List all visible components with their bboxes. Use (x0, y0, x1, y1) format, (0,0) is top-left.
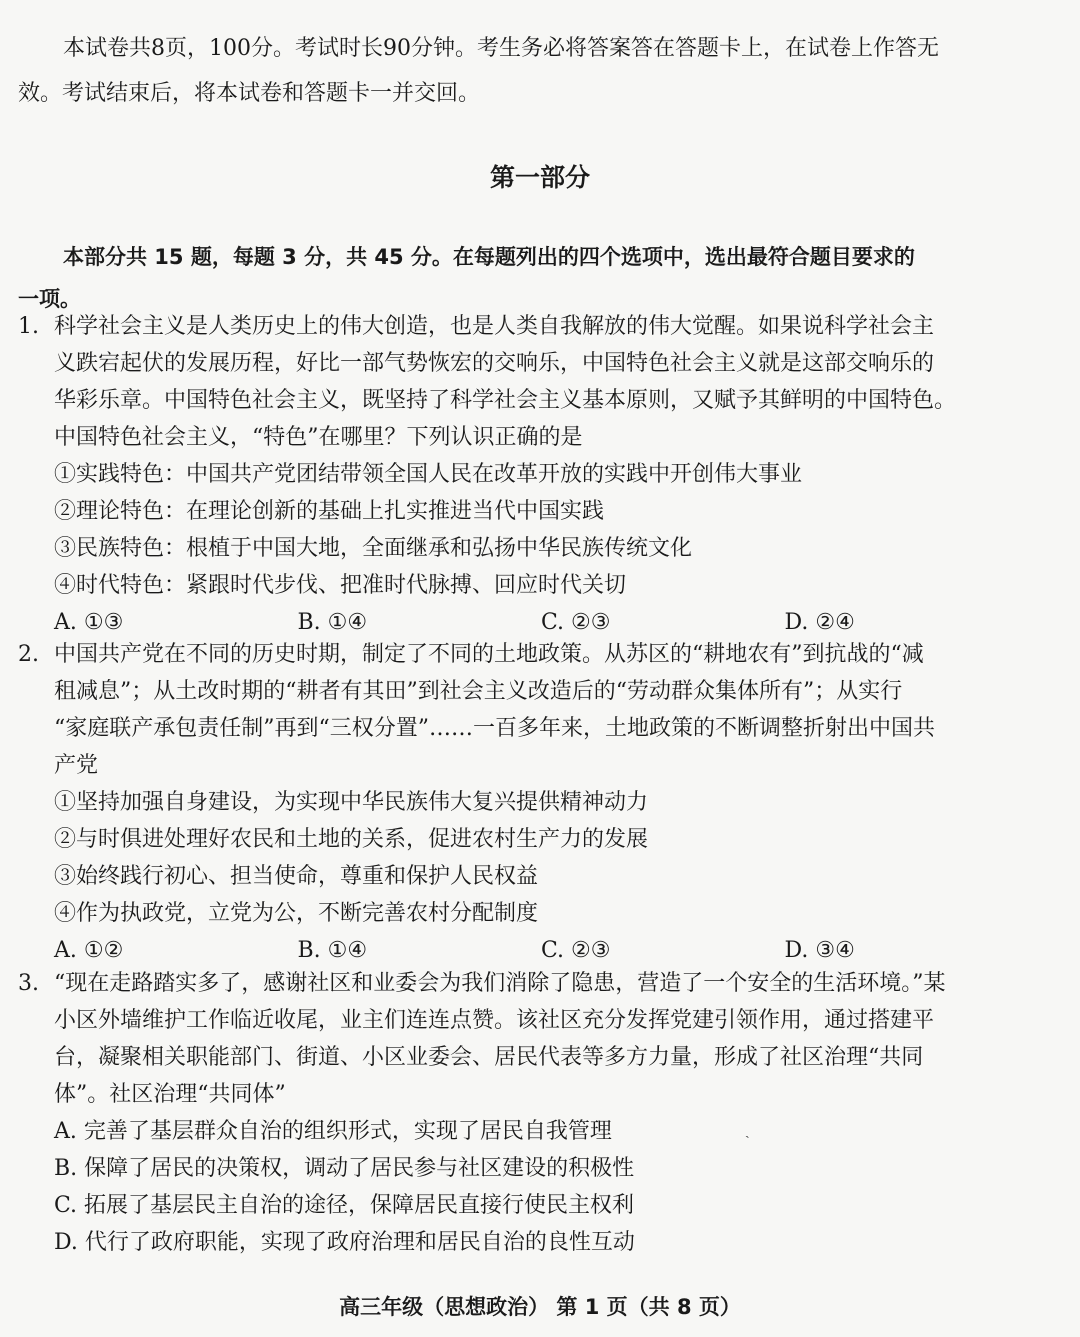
part-description-line-2: 一项。 (18, 287, 81, 311)
statement-4: ④作为执政党，立党为公，不断完善农村分配制度 (54, 901, 539, 926)
instructions-line-2: 效。考试结束后，将本试卷和答题卡一并交回。 (18, 81, 481, 106)
option-a: A. ①② (54, 938, 124, 963)
statement-1: ①坚持加强自身建设，为实现中华民族伟大复兴提供精神动力 (54, 790, 649, 815)
question-number: 3. (18, 971, 39, 996)
option-b: B. 保障了居民的决策权，调动了居民参与社区建设的积极性 (54, 1156, 635, 1181)
option-c: C. ②③ (541, 938, 611, 963)
question-3 (18, 965, 1028, 1261)
option-d: D. 代行了政府职能，实现了政府治理和居民自治的良性互动 (54, 1230, 635, 1255)
option-a: A. ①③ (54, 610, 124, 635)
statement-2: ②理论特色：在理论创新的基础上扎实推进当代中国实践 (54, 499, 605, 524)
question-stem (18, 636, 1028, 784)
stem-line: 小区外墙维护工作临近收尾，业主们连连点赞。该社区充分发挥党建引领作用，通过搭建平 (54, 1008, 935, 1033)
exam-instructions (18, 26, 1018, 116)
option-b: B. ①④ (297, 938, 368, 963)
stem-line: 体”。社区治理“共同体” (54, 1082, 286, 1107)
part-description-line-1: 本部分共 15 题，每题 3 分，共 45 分。在每题列出的四个选项中，选出最符合题目要求的 (63, 245, 915, 269)
statement-3: ③始终践行初心、担当使命，尊重和保护人民权益 (54, 864, 539, 889)
option-d: D. ②④ (784, 610, 855, 635)
stem-line: 中国共产党在不同的历史时期，制定了不同的土地政策。从苏区的“耕地农有”到抗战的“减 (54, 642, 924, 667)
part-title: 第一部分 (489, 163, 590, 192)
answer-options (18, 932, 1028, 969)
stem-line: “家庭联产承包责任制”再到“三权分置”……一百多年来，土地政策的不断调整折射出中国共 (54, 716, 935, 741)
question-1 (18, 308, 1028, 641)
stem-line: 产党 (54, 753, 99, 778)
statement-2: ②与时俱进处理好农民和土地的关系，促进农村生产力的发展 (54, 827, 649, 852)
option-a: A. 完善了基层群众自治的组织形式，实现了居民自我管理 (54, 1119, 612, 1144)
question-stem (18, 308, 1028, 456)
stem-line: 科学社会主义是人类历史上的伟大创造，也是人类自我解放的伟大觉醒。如果说科学社会主 (54, 314, 935, 339)
pen-mark-icon: ˎ (745, 1123, 750, 1139)
stem-line: 中国特色社会主义，“特色”在哪里？下列认识正确的是 (54, 425, 583, 450)
option-b: B. ①④ (297, 610, 368, 635)
page-footer: 高三年级（思想政治） 第 1 页（共 8 页） (339, 1295, 741, 1319)
statement-3: ③民族特色：根植于中国大地，全面继承和弘扬中华民族传统文化 (54, 536, 693, 561)
statement-1: ①实践特色：中国共产党团结带领全国人民在改革开放的实践中开创伟大事业 (54, 462, 803, 487)
stem-line: 租减息”；从土改时期的“耕者有其田”到社会主义改造后的“劳动群众集体所有”；从实行 (54, 679, 903, 704)
question-number: 1. (18, 314, 39, 339)
question-number: 2. (18, 642, 39, 667)
statement-4: ④时代特色：紧跟时代步伐、把准时代脉搏、回应时代关切 (54, 573, 627, 598)
stem-line: 华彩乐章。中国特色社会主义，既坚持了科学社会主义基本原则，又赋予其鲜明的中国特色。 (54, 388, 957, 413)
option-c: C. 拓展了基层民主自治的途径，保障居民直接行使民主权利 (54, 1193, 635, 1218)
question-stem (18, 965, 1028, 1113)
question-2 (18, 636, 1028, 969)
stem-line: 台，凝聚相关职能部门、街道、小区业委会、居民代表等多方力量，形成了社区治理“共同 (54, 1045, 924, 1070)
instructions-line-1: 本试卷共8页，100分。考试时长90分钟。考生务必将答案答在答题卡上，在试卷上作答无 (63, 36, 939, 61)
option-c: C. ②③ (541, 610, 611, 635)
stem-line: “现在走路踏实多了，感谢社区和业委会为我们消除了隐患，营造了一个安全的生活环境。”某 (54, 971, 946, 996)
stem-line: 义跌宕起伏的发展历程，好比一部气势恢宏的交响乐，中国特色社会主义就是这部交响乐的 (54, 351, 935, 376)
option-d: D. ③④ (784, 938, 855, 963)
